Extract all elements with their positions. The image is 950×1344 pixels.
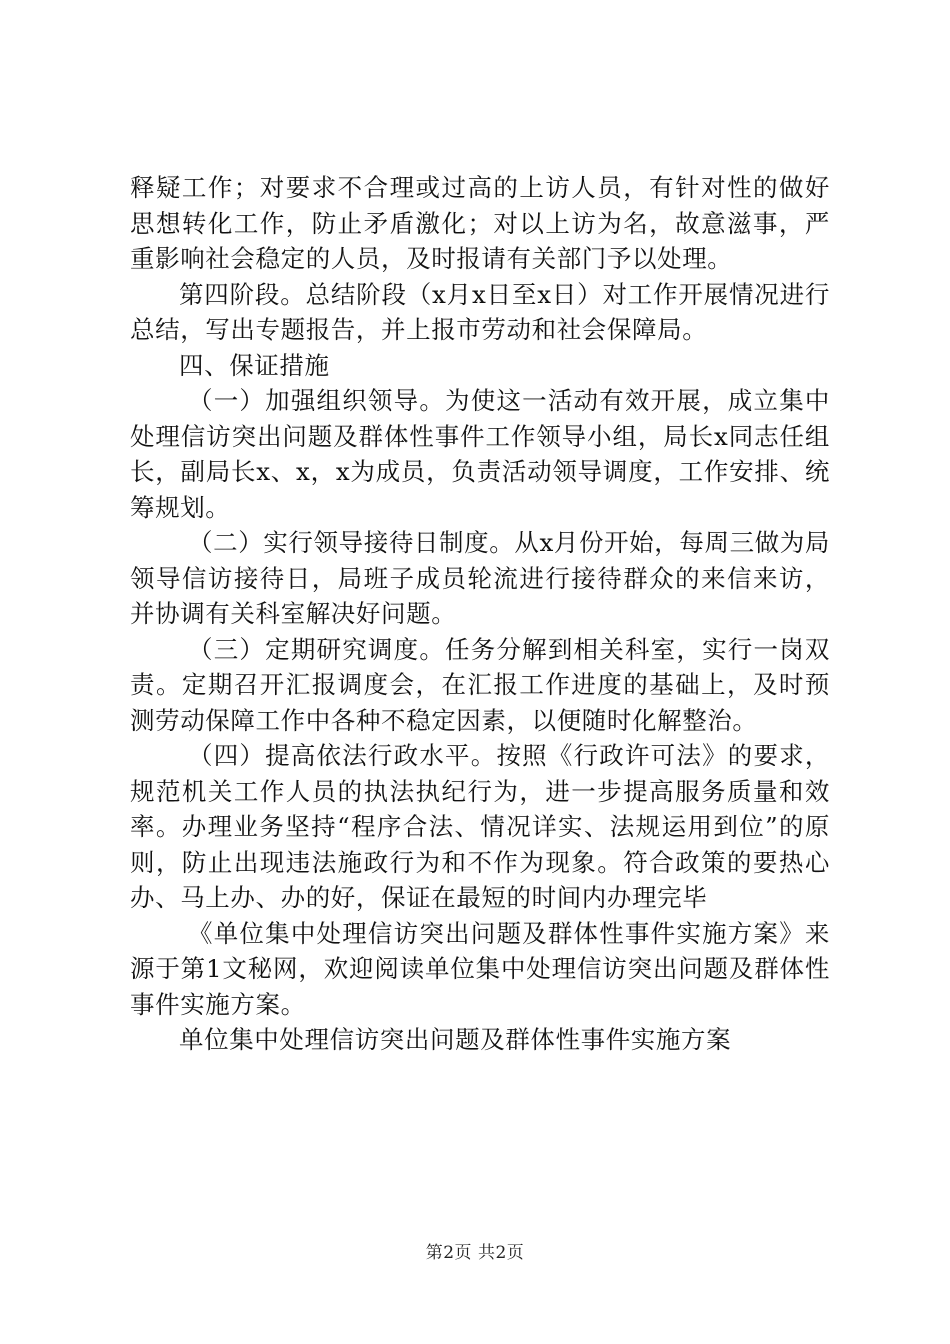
paragraph-measure-two: （二）实行领导接待日制度。从x月份开始，每周三做为局领导信访接待日，局班子成员轮流进行接待群众的来信来访，并协调有关科室解决好问题。 bbox=[130, 528, 830, 628]
section-heading-guarantee-measures: 四、保证措施 bbox=[179, 350, 330, 380]
page-number-label: 第2页 共2页 bbox=[425, 1243, 525, 1263]
paragraph-petition-handling: 释疑工作；对要求不合理或过高的上访人员，有针对性的做好思想转化工作，防止矛盾激化；对以上访为名，故意滋事，严重影响社会稳定的人员，及时报请有关部门予以处理。 bbox=[130, 173, 830, 273]
paragraph-stage-four: 第四阶段。总结阶段（x月x日至x日）对工作开展情况进行总结，写出专题报告，并上报市劳动和社会保障局。 bbox=[130, 279, 830, 344]
document-body bbox=[130, 170, 830, 1058]
paragraph-source-note: 《单位集中处理信访突出问题及群体性事件实施方案》来源于第1文秘网，欢迎阅读单位集中处理信访突出问题及群体性事件实施方案。 bbox=[130, 918, 830, 1019]
paragraph-document-title: 单位集中处理信访突出问题及群体性事件实施方案 bbox=[179, 1025, 732, 1054]
paragraph-measure-four: （四）提高依法行政水平。按照《行政许可法》的要求，规范机关工作人员的执法执纪行为，进一步提高服务质量和效率。办理业务坚持“程序合法、情况详实、法规运用到位”的原则，防止出现违法施政行为和不作为现象。符合政策的要热心办、马上办、办的好，保证在最短的时间内办理完毕 bbox=[130, 741, 830, 912]
paragraph-measure-three: （三）定期研究调度。任务分解到相关科室，实行一岗双责。定期召开汇报调度会，在汇报工作进度的基础上，及时预测劳动保障工作中各种不稳定因素，以便随时化解整治。 bbox=[130, 634, 830, 735]
paragraph-measure-one: （一）加强组织领导。为使这一活动有效开展，成立集中处理信访突出问题及群体性事件工作领导小组，局长x同志任组长，副局长x、x，x为成员，负责活动领导调度，工作安排、统筹规划。 bbox=[130, 386, 830, 522]
page-footer bbox=[0, 1242, 950, 1264]
